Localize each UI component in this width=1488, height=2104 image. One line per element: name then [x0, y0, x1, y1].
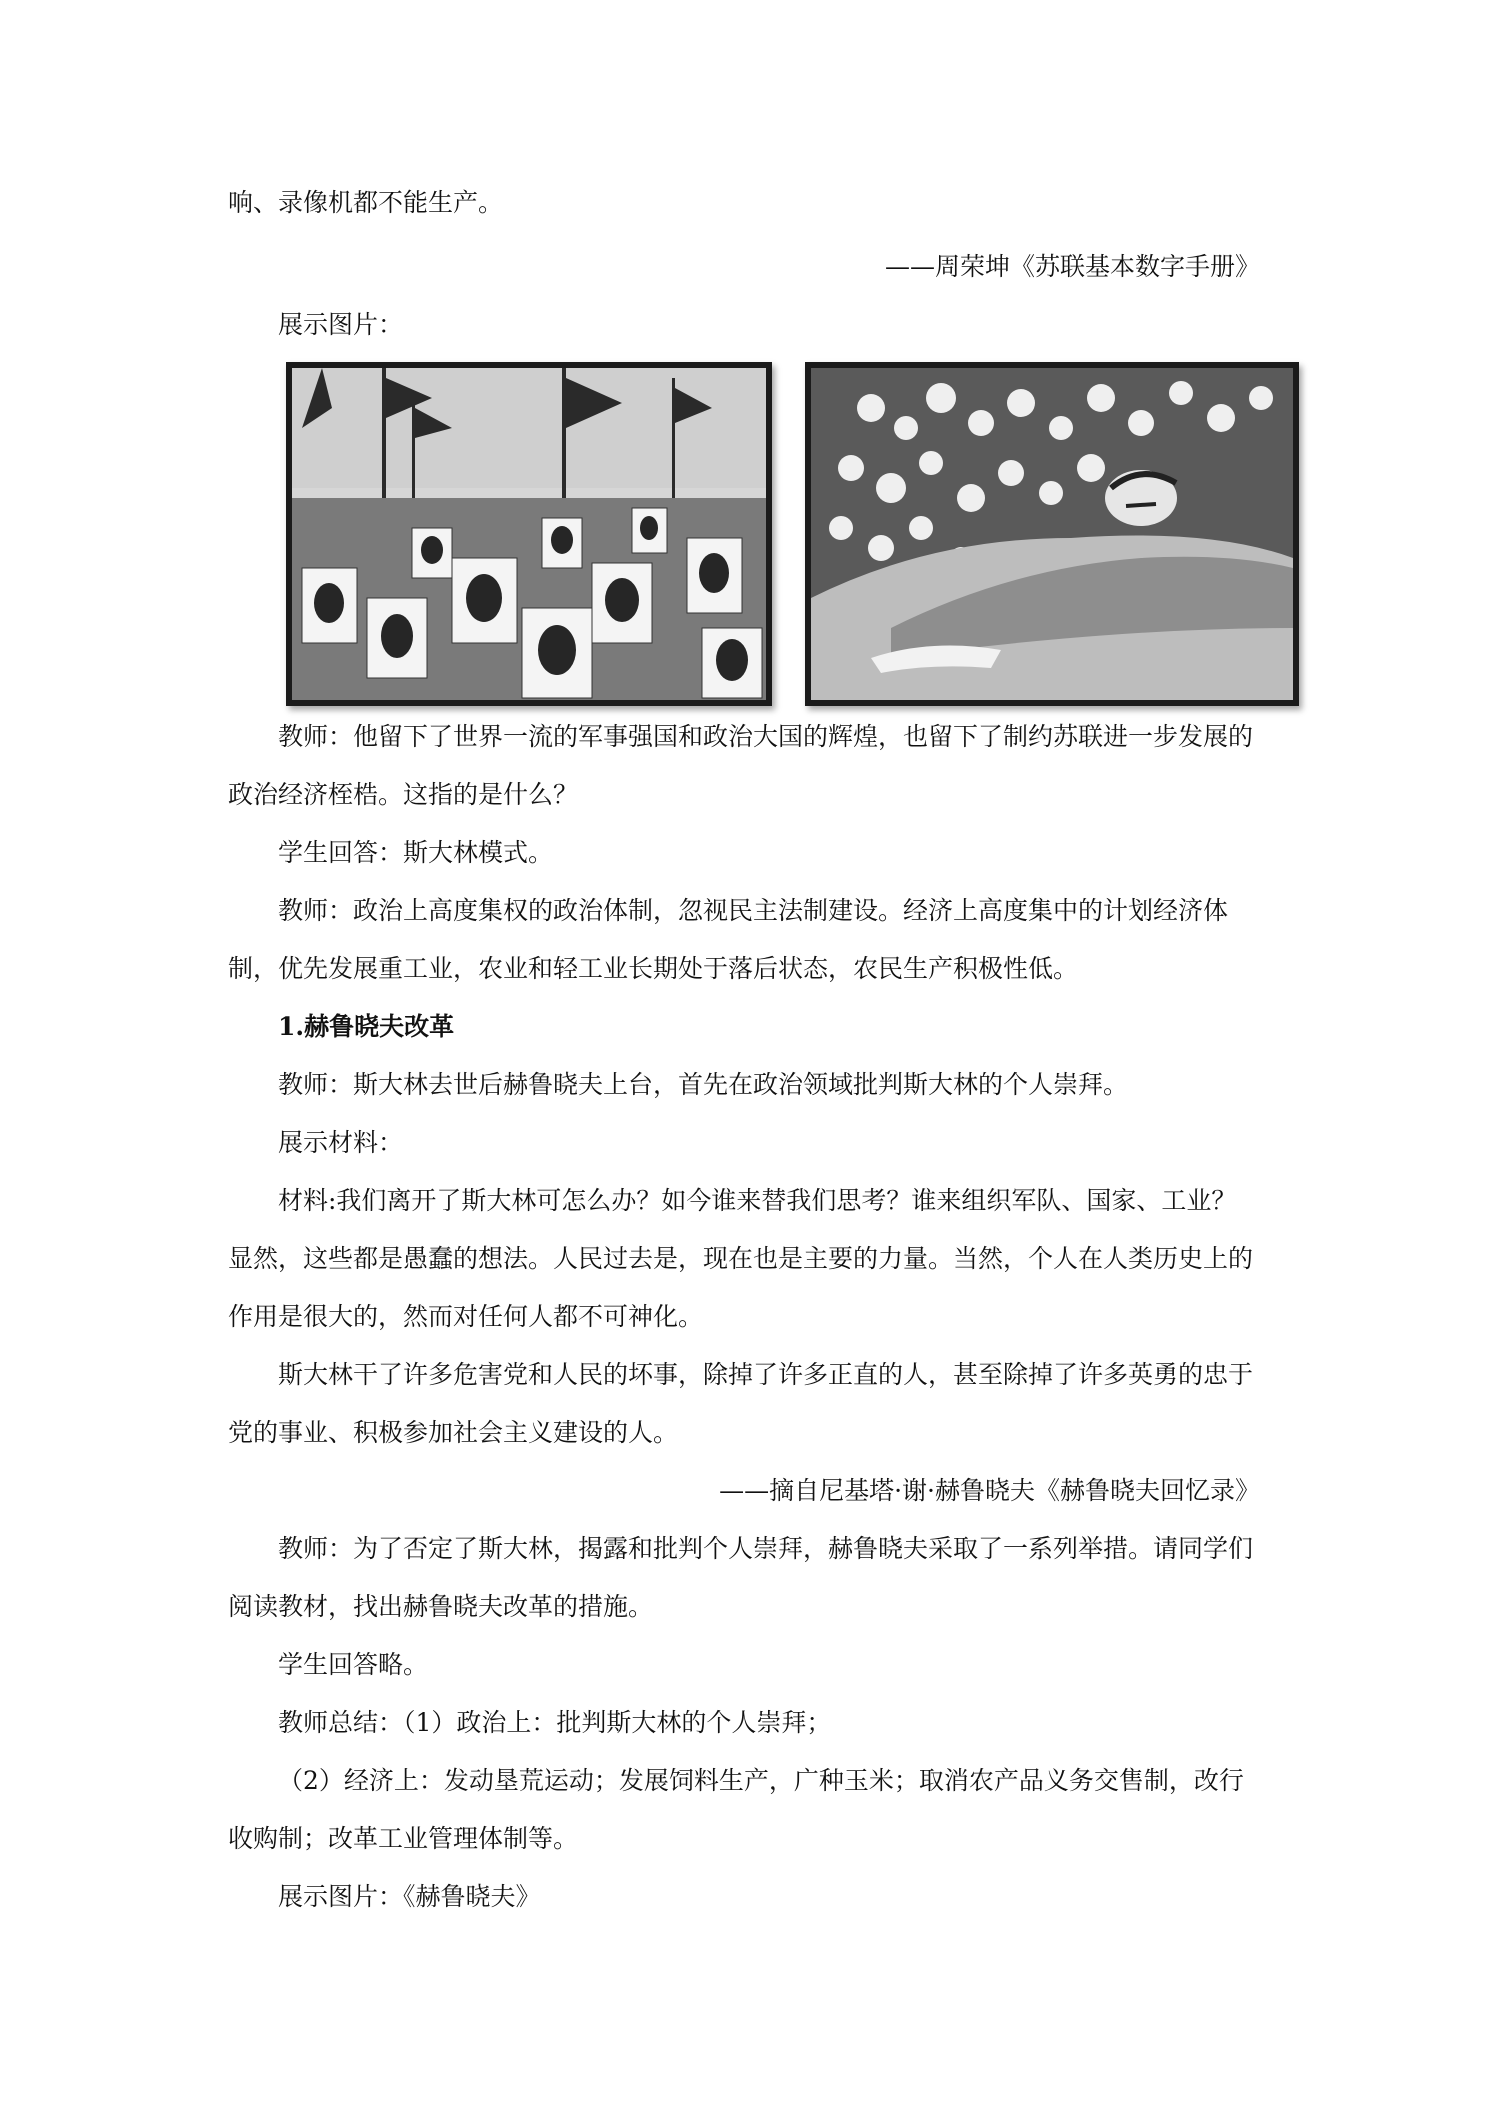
parade-photo — [286, 362, 772, 706]
quote-paragraph: 材料:我们离开了斯大林可怎么办？如今谁来替我们思考？谁来组织军队、国家、工业？显然，这些都是愚蠢的想法。人民过去是，现在也是主要的力量。当然，个人在人类历史上的作用是很大的，然而对任何人都不可神化。 — [228, 1186, 1254, 1331]
paragraph: 教师：斯大林去世后赫鲁晓夫上台，首先在政治领域批判斯大林的个人崇拜。 — [278, 1070, 1129, 1099]
paragraph: （2）经济上：发动垦荒运动；发展饲料生产，广种玉米；取消农产品义务交售制，改行收购制；改革工业管理体制等。 — [228, 1766, 1244, 1853]
paragraph: 学生回答：斯大林模式。 — [278, 838, 554, 867]
paragraph: 教师：为了否定了斯大林，揭露和批判个人崇拜，赫鲁晓夫采取了一系列举措。请同学们阅读教材，找出赫鲁晓夫改革的措施。 — [228, 1534, 1254, 1621]
paragraph: 学生回答略。 — [278, 1650, 429, 1679]
text-line: 响、录像机都不能生产。 — [228, 188, 504, 217]
paragraph: 教师：政治上高度集权的政治体制，忽视民主法制建设。经济上高度集中的计划经济体制，优先发展重工业，农业和轻工业长期处于落后状态，农民生产积极性低。 — [228, 896, 1229, 983]
section-heading: 1.赫鲁晓夫改革 — [278, 1012, 455, 1041]
paragraph: 教师总结：（1）政治上：批判斯大林的个人崇拜； — [278, 1708, 832, 1737]
quote-paragraph: 斯大林干了许多危害党和人民的坏事，除掉了许多正直的人，甚至除掉了许多英勇的忠于党的事业、积极参加社会主义建设的人。 — [228, 1360, 1254, 1447]
paragraph: 展示图片： — [278, 310, 404, 339]
paragraph: 教师：他留下了世界一流的军事强国和政治大国的辉煌，也留下了制约苏联进一步发展的政治经济桎梏。这指的是什么？ — [228, 722, 1254, 809]
lying-in-state-photo — [805, 362, 1299, 706]
paragraph: 展示材料： — [278, 1128, 404, 1157]
paragraph: 展示图片：《赫鲁晓夫》 — [278, 1882, 541, 1911]
citation: ——摘自尼基塔·谢·赫鲁晓夫《赫鲁晓夫回忆录》 — [719, 1476, 1260, 1505]
citation: ——周荣坤《苏联基本数字手册》 — [884, 252, 1260, 281]
